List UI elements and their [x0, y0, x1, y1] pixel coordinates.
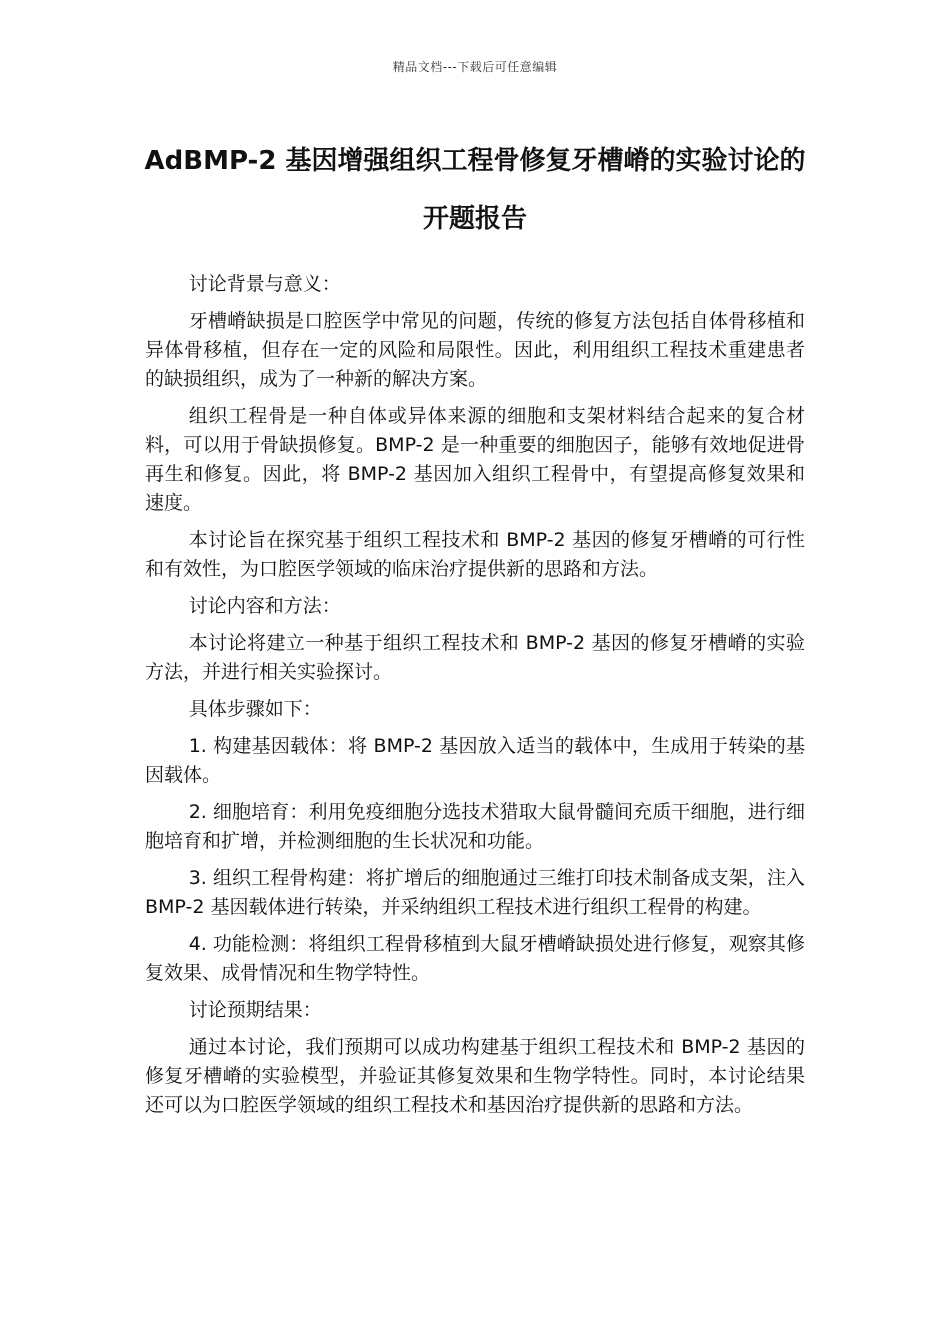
document-title: AdBMP-2 基因增强组织工程骨修复牙槽嵴的实验讨论的开题报告 — [144, 146, 806, 234]
step-item-2: 2. 细胞培育：利用免疫细胞分选技术猎取大鼠骨髓间充质干细胞，进行细胞培育和扩增，并检测细胞的生长状况和功能。 — [145, 801, 805, 852]
paragraph-aim: 本讨论旨在探究基于组织工程技术和 BMP-2 基因的修复牙槽嵴的可行性和有效性，为口腔医学领域的临床治疗提供新的思路和方法。 — [145, 529, 805, 580]
header-note: 精品文档---下载后可任意编辑 — [392, 60, 558, 74]
steps-heading: 具体步骤如下： — [188, 698, 322, 720]
section-heading-expected-results: 讨论预期结果： — [188, 999, 322, 1021]
step-item-3: 3. 组织工程骨构建：将扩增后的细胞通过三维打印技术制备成支架，注入 BMP-2 基因载体进行转染，并采纳组织工程技术进行组织工程骨的构建。 — [145, 867, 805, 918]
section-heading-methods: 讨论内容和方法： — [188, 595, 341, 617]
section-heading-background: 讨论背景与意义： — [188, 273, 341, 295]
paragraph-problem: 牙槽嵴缺损是口腔医学中常见的问题，传统的修复方法包括自体骨移植和异体骨移植，但存在一定的风险和局限性。因此，利用组织工程技术重建患者的缺损组织，成为了一种新的解决方案。 — [145, 310, 805, 390]
document-body — [145, 270, 805, 1128]
paragraph-methods-intro: 本讨论将建立一种基于组织工程技术和 BMP-2 基因的修复牙槽嵴的实验方法，并进行相关实验探讨。 — [145, 632, 805, 683]
paragraph-expected-results: 通过本讨论，我们预期可以成功构建基于组织工程技术和 BMP-2 基因的修复牙槽嵴的实验模型，并验证其修复效果和生物学特性。同时，本讨论结果还可以为口腔医学领域的组织工程技术和基因治疗提供新的思路和方法。 — [145, 1036, 805, 1116]
paragraph-tissue-engineering: 组织工程骨是一种自体或异体来源的细胞和支架材料结合起来的复合材料，可以用于骨缺损修复。BMP-2 是一种重要的细胞因子，能够有效地促进骨再生和修复。因此，将 BMP-2 基因加入组织工程骨中，有望提高修复效果和速度。 — [145, 405, 805, 514]
step-item-4: 4. 功能检测：将组织工程骨移植到大鼠牙槽嵴缺损处进行修复，观察其修复效果、成骨情况和生物学特性。 — [145, 933, 805, 984]
step-item-1: 1. 构建基因载体：将 BMP-2 基因放入适当的载体中，生成用于转染的基因载体。 — [145, 735, 805, 786]
